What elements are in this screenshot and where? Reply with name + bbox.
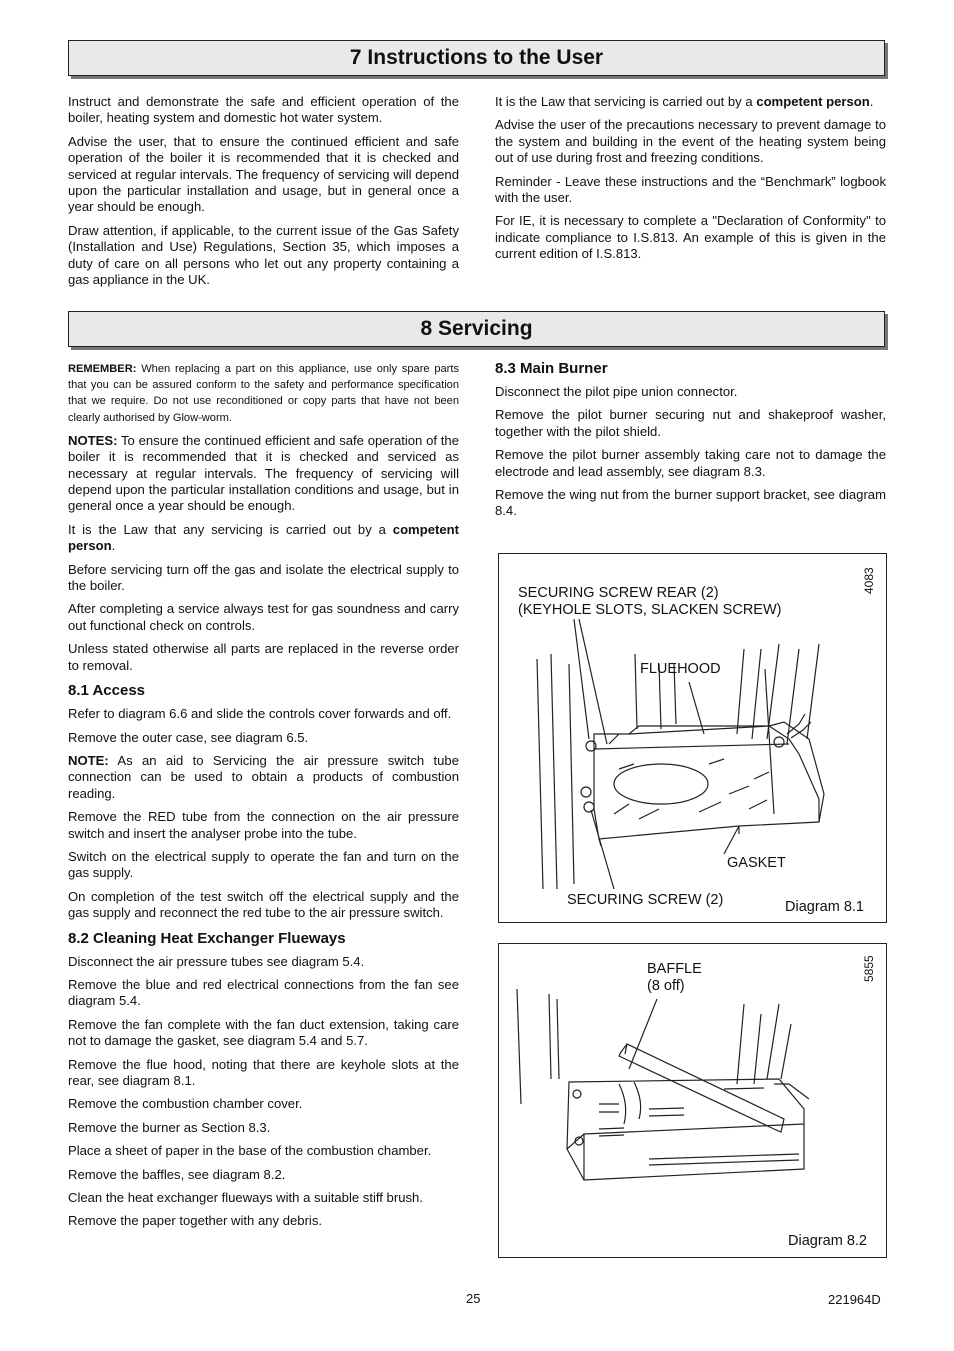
paragraph: Advise the user of the precautions necessary to prevent damage to the system and building in the event of the heating system being out of use during frost and freezing conditions. <box>495 117 886 166</box>
section-7-header <box>68 40 885 76</box>
paragraph: Remove the fan complete with the fan duct extension, taking care not to damage the gasket, see diagram 5.4 and 5.7. <box>68 1016 459 1049</box>
paragraph: Draw attention, if applicable, to the current issue of the Gas Safety (Installation and Use) Regulations, Section 35, which imposes a duty of care on all persons who let out any property containing a gas appliance in the UK. <box>68 222 459 288</box>
text: As an aid to Servicing the air pressure switch tube connection can be used to obtain a products of combustion reading. <box>68 752 459 801</box>
paragraph: Advise the user, that to ensure the continued efficient and safe operation of the boiler it is recommended that it is checked and serviced at regular intervals. The frequency of servicing will depend upon the particular installation and usage, but in general once a year should be enough. <box>68 133 459 215</box>
bold-text: competent person <box>68 521 459 554</box>
heading-8-3: 8.3 Main Burner <box>495 360 608 377</box>
paragraph: Remove the burner as Section 8.3. <box>68 1119 271 1135</box>
paragraph: Unless stated otherwise all parts are replaced in the reverse order to removal. <box>68 641 459 673</box>
paragraph: Place a sheet of paper in the base of the combustion chamber. <box>68 1143 432 1159</box>
label-fluehood: FLUEHOOD <box>640 661 721 677</box>
diagram-8-1 <box>498 553 887 923</box>
paragraph: Remove the wing nut from the burner support bracket, see diagram 8.4. <box>495 487 886 519</box>
paragraph: Disconnect the pilot pipe union connector. <box>495 384 738 399</box>
paragraph: Switch on the electrical supply to operate the fan and turn on the gas supply. <box>68 848 459 881</box>
label-baffle-count: (8 off) <box>647 978 685 994</box>
bold-text: NOTES: <box>68 432 118 448</box>
section-7-title: 7 Instructions to the User <box>349 46 604 69</box>
section-7-left-column <box>68 94 459 295</box>
label-baffle: BAFFLE <box>647 961 702 977</box>
paragraph <box>68 433 459 515</box>
label-securing-screw-rear: SECURING SCREW REAR (2) <box>518 585 719 601</box>
paragraph: Remove the combustion chamber cover. <box>68 1096 303 1112</box>
paragraph <box>495 94 886 110</box>
paragraph: Remove the paper together with any debris. <box>68 1213 323 1229</box>
section-8-title: 8 Servicing <box>420 317 533 340</box>
bold-text: NOTE: <box>68 752 109 768</box>
paragraph: Remove the RED tube from the connection on the air pressure switch and insert the analyser probe into the tube. <box>68 809 459 841</box>
text: It is the Law that servicing is carried out by a <box>495 94 757 109</box>
page-number: 25 <box>466 1291 481 1306</box>
paragraph: Disconnect the air pressure tubes see diagram 5.4. <box>68 953 365 969</box>
paragraph: After completing a service always test for gas soundness and carry out functional check on controls. <box>68 601 459 633</box>
paragraph: Before servicing turn off the gas and isolate the electrical supply to the boiler. <box>68 561 459 594</box>
label-securing-screw: SECURING SCREW (2) <box>567 892 724 908</box>
remember-paragraph <box>68 361 459 426</box>
paragraph: Refer to diagram 6.6 and slide the controls cover forwards and off. <box>68 706 452 722</box>
text: . <box>111 538 116 554</box>
paragraph: Remove the outer case, see diagram 6.5. <box>68 729 309 745</box>
diagram-code: 5855 <box>862 955 876 982</box>
section-8-right-column <box>495 352 886 527</box>
section-8-left-column <box>68 361 459 1237</box>
diagram-code: 4083 <box>862 567 876 594</box>
paragraph: Remove the pilot burner securing nut and shakeproof washer, together with the pilot shield. <box>495 407 886 439</box>
paragraph: For IE, it is necessary to complete a "Declaration of Conformity" to indicate compliance to I.S.813. An example of this is given in the current edition of I.S.813. <box>495 213 886 262</box>
paragraph: Reminder - Leave these instructions and the “Benchmark” logbook with the user. <box>495 173 886 206</box>
section-8-header <box>68 311 885 347</box>
paragraph: Remove the pilot burner assembly taking care not to damage the electrode and lead assembly, see diagram 8.3. <box>495 447 886 479</box>
paragraph: Instruct and demonstrate the safe and efficient operation of the boiler, heating system and domestic hot water system. <box>68 94 459 126</box>
heading-8-2: 8.2 Cleaning Heat Exchanger Flueways <box>68 929 346 947</box>
diagram-8-2 <box>498 943 887 1258</box>
paragraph: Remove the blue and red electrical connections from the fan see diagram 5.4. <box>68 976 459 1009</box>
paragraph: Remove the flue hood, noting that there are keyhole slots at the rear, see diagram 8.1. <box>68 1056 459 1088</box>
label-gasket: GASKET <box>727 855 786 871</box>
paragraph <box>68 753 459 802</box>
paragraph <box>68 522 459 555</box>
label-keyhole-slots: (KEYHOLE SLOTS, SLACKEN SCREW) <box>518 602 782 618</box>
diagram-caption: Diagram 8.1 <box>785 899 864 915</box>
heading-8-1: 8.1 Access <box>68 682 146 700</box>
text: When replacing a part on this appliance, use only spare parts that you can be assured conform to the safety and performance specification that we require. Do not use reconditioned or copy parts that have not been clearly authorised by Glow-worm. <box>68 363 459 424</box>
paragraph: On completion of the test switch off the electrical supply and the gas supply and reconnect the red tube to the air pressure switch. <box>68 888 459 921</box>
text: To ensure the continued efficient and safe operation of the boiler it is recommended that it is checked and serviced as necessary at regular intervals. The frequency of servicing will depend upon the particular installation conditions and usage, but in general once a year should be enough. <box>68 432 459 514</box>
text: It is the Law that any servicing is carried out by a <box>68 521 393 537</box>
bold-text: REMEMBER: <box>68 363 137 375</box>
section-7-right-column <box>495 94 886 270</box>
text: . <box>869 94 874 109</box>
paragraph: Clean the heat exchanger flueways with a suitable stiff brush. <box>68 1190 423 1206</box>
paragraph: Remove the baffles, see diagram 8.2. <box>68 1166 286 1182</box>
document-code: 221964D <box>828 1292 881 1307</box>
baffle-illustration <box>499 944 886 1257</box>
diagram-caption: Diagram 8.2 <box>788 1233 867 1249</box>
bold-text: competent person <box>756 94 870 109</box>
